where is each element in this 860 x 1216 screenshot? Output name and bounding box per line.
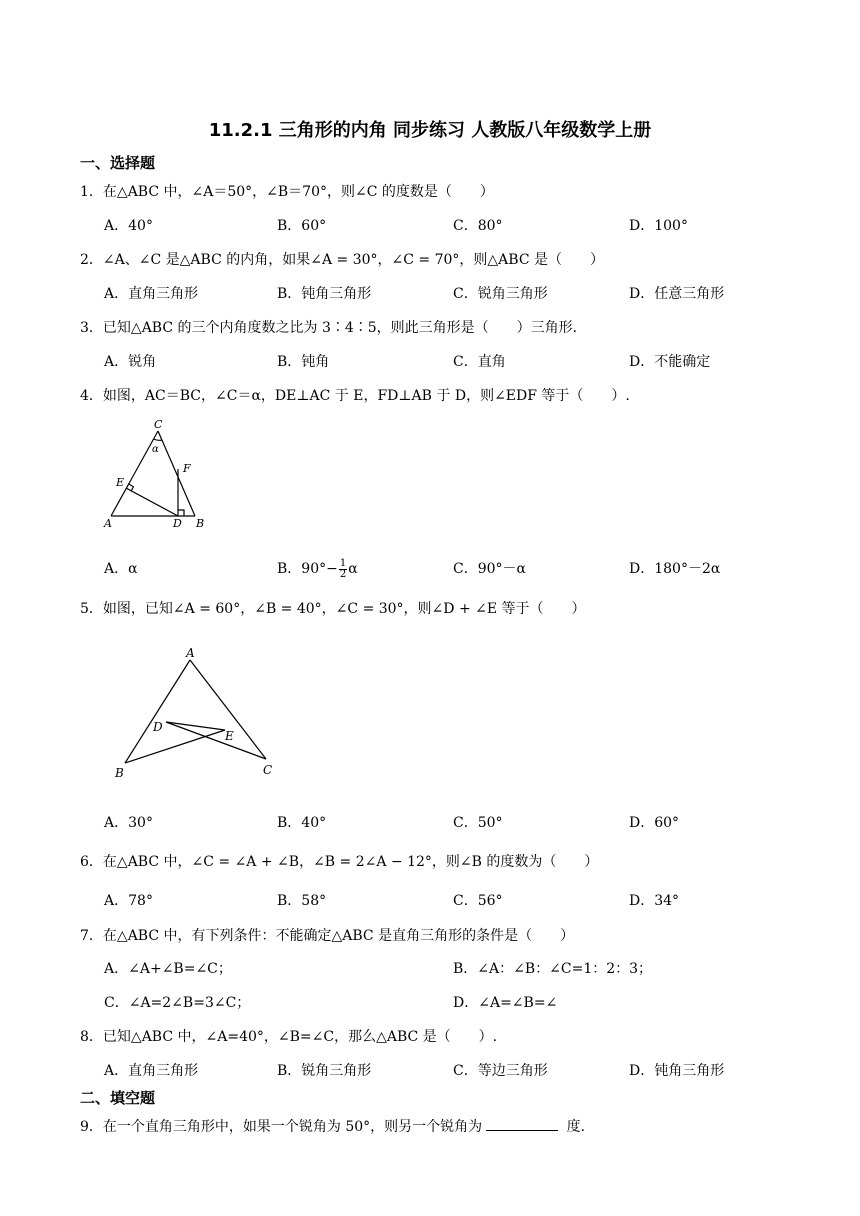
question-text: 在△ABC 中，∠C = ∠A + ∠B，∠B = 2∠A − 12°，则∠B 的度数为（ ） (102, 854, 599, 870)
question-text-end: 度． (562, 1119, 595, 1135)
option-a[interactable]: A．78° (104, 893, 153, 909)
options-q7-row1 (104, 958, 804, 980)
page-title: 11.2.1 三角形的内角 同步练习 人教版八年级数学上册 (208, 120, 652, 141)
label-b: B (115, 766, 124, 780)
option-c[interactable]: C．锐角三角形 (453, 286, 548, 302)
options-q5 (104, 812, 804, 834)
option-b[interactable]: B．40° (277, 815, 327, 831)
question-number: 3． (80, 320, 103, 336)
option-c[interactable]: C．56° (453, 893, 503, 909)
label-a: A (186, 646, 195, 660)
option-b[interactable]: B．锐角三角形 (277, 1063, 372, 1079)
question-text: 如图，AC＝BC，∠C＝α，DE⊥AC 于 E，FD⊥AB 于 D，则∠EDF 等于（ ）. (102, 388, 630, 404)
question-text: 已知△ABC 的三个内角度数之比为 3∶4∶5，则此三角形是（ ）三角形． (102, 320, 587, 336)
answer-blank[interactable] (486, 1116, 558, 1131)
option-b[interactable]: B．钝角三角形 (277, 286, 372, 302)
question-number: 8． (80, 1029, 103, 1045)
label-d: D (153, 720, 163, 734)
option-a[interactable]: A．锐角 (104, 354, 157, 370)
label-d: D (173, 517, 182, 530)
option-a[interactable]: A．α (104, 561, 138, 577)
label-f: F (183, 462, 191, 475)
label-alpha: α (152, 444, 159, 455)
option-b[interactable]: B．90°− $\frac{1}{2}$ α (277, 557, 358, 580)
question-number: 6． (80, 854, 103, 870)
question-number: 7． (80, 928, 103, 944)
question-5 (80, 598, 586, 618)
segment-ab (125, 660, 190, 763)
options-q6 (104, 890, 804, 912)
option-d[interactable]: D．不能确定 (629, 354, 711, 370)
section-heading-choice: 一、选择题 (80, 154, 156, 172)
question-8 (80, 1026, 497, 1046)
options-q1 (104, 215, 804, 237)
segment-dc (166, 722, 266, 759)
right-angle-mark-d (178, 510, 184, 516)
option-b[interactable]: B．60° (277, 218, 327, 234)
option-a[interactable]: A．∠A+∠B=∠C； (104, 961, 232, 977)
segment-bd-extended (125, 730, 225, 763)
segment-de (166, 722, 225, 730)
segment-ac (190, 660, 266, 759)
figure-q5-triangles (108, 640, 288, 785)
segment-ed (126, 488, 178, 516)
option-b[interactable]: B．钝角 (277, 354, 330, 370)
options-q4 (104, 558, 804, 580)
question-text: 在△ABC 中，∠A＝50°，∠B＝70°，则∠C 的度数是（ ） (102, 184, 494, 200)
option-a[interactable]: A．40° (104, 218, 153, 234)
option-d[interactable]: D．钝角三角形 (629, 1063, 725, 1079)
options-q7-row2 (104, 992, 804, 1014)
question-number: 5． (80, 601, 103, 617)
option-a[interactable]: A．直角三角形 (104, 286, 199, 302)
option-d[interactable]: D．180°－2α (629, 561, 721, 577)
option-c[interactable]: C．等边三角形 (453, 1063, 548, 1079)
option-d[interactable]: D．100° (629, 218, 688, 234)
question-number: 9． (80, 1119, 103, 1135)
option-c[interactable]: C．80° (453, 218, 503, 234)
option-b[interactable]: B．∠A：∠B：∠C=1：2：3； (453, 961, 653, 977)
question-text: 在△ABC 中，有下列条件：不能确定△ABC 是直角三角形的条件是（ ） (102, 928, 575, 944)
options-q3 (104, 351, 804, 373)
option-d[interactable]: D．∠A=∠B=∠ (453, 995, 558, 1011)
question-2 (80, 249, 604, 269)
label-a: A (104, 517, 112, 530)
question-text: 在一个直角三角形中，如果一个锐角为 50°，则另一个锐角为 (102, 1119, 483, 1135)
option-a[interactable]: A．直角三角形 (104, 1063, 199, 1079)
option-d[interactable]: D．60° (629, 815, 680, 831)
question-number: 1． (80, 184, 103, 200)
question-text: 如图，已知∠A = 60°，∠B = 40°，∠C = 30°，则∠D + ∠E 等于（ ） (102, 601, 586, 617)
question-1 (80, 181, 494, 201)
label-c: C (154, 418, 163, 431)
angle-arc-c (154, 439, 162, 440)
label-b: B (196, 517, 205, 530)
question-4 (80, 385, 630, 405)
question-number: 2． (80, 252, 103, 268)
question-3 (80, 317, 587, 337)
option-d[interactable]: D．任意三角形 (629, 286, 725, 302)
question-7 (80, 925, 574, 945)
label-e: E (116, 476, 125, 489)
label-c: C (263, 763, 273, 777)
options-q2 (104, 283, 804, 305)
fraction-one-half: $\frac{1}{2}$ (339, 557, 347, 580)
question-number: 4． (80, 388, 103, 404)
question-text: 已知△ABC 中，∠A=40°，∠B=∠C，那么△ABC 是（ ）. (102, 1029, 498, 1045)
option-a[interactable]: A．30° (104, 815, 153, 831)
option-c[interactable]: C．90°－α (453, 561, 526, 577)
section-heading-fill-in: 二、填空题 (80, 1089, 156, 1107)
option-d[interactable]: D．34° (629, 893, 680, 909)
option-c[interactable]: C．∠A=2∠B=3∠C； (104, 995, 251, 1011)
option-c[interactable]: C．直角 (453, 354, 506, 370)
option-b[interactable]: B．58° (277, 893, 327, 909)
question-6 (80, 851, 598, 871)
label-e: E (225, 729, 234, 743)
figure-q4-triangle (100, 415, 220, 531)
options-q8 (104, 1060, 804, 1082)
question-9 (80, 1116, 595, 1136)
segment-ca (111, 431, 158, 516)
option-c[interactable]: C．50° (453, 815, 503, 831)
question-text: ∠A、∠C 是△ABC 的内角，如果∠A = 30°，∠C = 70°，则△ABC 是（ ） (102, 252, 605, 268)
